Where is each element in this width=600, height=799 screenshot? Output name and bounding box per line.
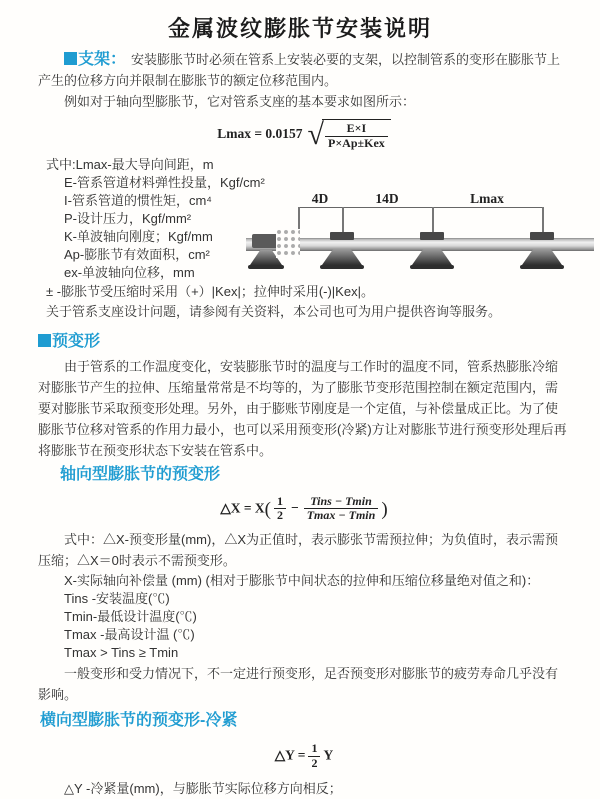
service-note: 关于管系支座设计问题，请参阅有关资料，本公司也可为用户提供咨询等服务。 <box>46 303 502 319</box>
axial-formula-note: 式中：△X-预变形量(mm)，△X为正值时，表示膨张节需预拉伸；为负值时，表示需预压缩；△X＝0时表示不需预变形。 <box>38 532 558 569</box>
fraction-half <box>308 742 320 771</box>
lateral-note: △Y -冷紧量(mm)，与膨胀节实际位移方向相反； <box>64 780 342 796</box>
definition-item: P-设计压力，Kgf/mm² <box>64 210 192 226</box>
guide-support <box>320 232 364 276</box>
dim-label-14d: 14D <box>375 191 399 206</box>
axial-definitions <box>38 572 570 662</box>
fraction-numerator: 1 <box>308 742 320 757</box>
definition-item: Tmax -最高设计温 (℃) <box>64 627 195 643</box>
fraction-numerator: Tins − Tmin <box>304 495 379 510</box>
axial-formula <box>38 495 570 524</box>
support-clamp <box>530 232 554 240</box>
support-paragraph <box>38 49 570 91</box>
section-marker-icon <box>64 52 77 65</box>
axial-subheading: 轴向型膨胀节的预变形 <box>60 465 221 483</box>
right-paren: ) <box>381 498 388 520</box>
predeform-paragraph: 由于管系的工作温度变化，安装膨胀节时的温度与工作时的温度不同，管系热膨胀冷缩对膨胀节产生的拉伸、压缩量常常是不均等的，为了膨胀节变形范围控制在额定范围内，需要对膨胀节采取预变形处理。另外，由于膨账节刚度是一个定值，与补偿量成正比。为了使膨胀节位移对管系的作用力最小，也可以采用预变形(冷紧)方让对膨胀节进行预变形处理后再将膨胀节在预变形状态下安装在管系中。 <box>38 358 567 458</box>
left-paren: ( <box>264 498 271 520</box>
definition-item: ex-单波轴向位移，mm <box>64 264 195 280</box>
radicand <box>322 119 391 151</box>
radical-sign-icon: √ <box>307 117 325 151</box>
definition-item: Tins -安装温度(℃) <box>64 591 170 607</box>
predeform-heading-row <box>38 330 570 354</box>
minus-operator: − <box>291 499 299 515</box>
definition-item: K-单波轴向刚度；Kgf/mm <box>64 228 213 244</box>
lmax-formula-lhs: Lmax = 0.0157 <box>217 125 303 141</box>
lateral-formula-lhs: △Y = <box>274 747 306 763</box>
fraction-denominator: P×Ap±Kex <box>328 135 385 150</box>
section-marker-icon <box>38 334 51 347</box>
sqrt-expression <box>308 119 391 151</box>
support-pedestal <box>522 249 562 265</box>
fraction <box>325 122 388 151</box>
support-intro-text: 安装膨胀节时必须在管系上安装必要的支架，以控制管系的变形在膨胀节上产生的位移方向并限制在膨胀节的额定位移范围内。 <box>38 52 561 88</box>
dim-label-4d: 4D <box>311 191 329 206</box>
plus-minus-note: ± -膨胀节受压缩时采用（+）|Kex|；拉伸时采用(-)|Kex|。 <box>46 283 374 299</box>
support-base <box>410 265 454 269</box>
fraction-temperature <box>304 495 379 524</box>
definition-item: Tmax > Tins ≥ Tmin <box>64 645 179 661</box>
fraction-denominator: 2 <box>277 508 283 523</box>
page-title: 金属波纹膨胀节安装说明 <box>167 16 432 41</box>
pipe-support-diagram <box>246 191 596 292</box>
definition-item: Tmin-最低设计温度(℃) <box>64 609 197 625</box>
support-clamp <box>330 232 354 240</box>
lateral-subheading: 横向型膨胀节的预变形-冷紧 <box>40 712 238 730</box>
bellows-joint <box>276 229 300 258</box>
definition-item: X-实际轴向补偿量 (mm) (相对于膨胀节中间状态的拉伸和压缩位移量绝对值之和)： <box>64 573 540 589</box>
fraction-numerator: E×I <box>325 122 388 137</box>
fraction-half <box>274 495 286 524</box>
axial-formula-lhs: △X = X <box>220 499 265 515</box>
guide-support <box>520 232 564 276</box>
fraction-numerator: 1 <box>274 495 286 510</box>
definition-item: Ap-膨胀节有效面积，cm² <box>64 246 210 262</box>
support-base <box>320 265 364 269</box>
anchor-clamp <box>252 234 278 248</box>
fraction-denominator: Tmax − Tmin <box>306 508 376 523</box>
document-content <box>0 43 600 799</box>
support-base <box>520 265 564 269</box>
predeform-section-heading: 预变形 <box>52 332 101 350</box>
lateral-formula-rhs: Y <box>323 747 334 763</box>
support-clamp <box>420 232 444 240</box>
definition-where: 式中:Lmax-最大导向间距，m <box>46 156 214 172</box>
dim-label-lmax: Lmax <box>470 191 504 206</box>
support-pedestal <box>322 249 362 265</box>
guide-support <box>410 232 454 276</box>
support-example-text: 例如对于轴向型膨胀节，它对管系支座的基本要求如图所示： <box>64 94 416 109</box>
definition-item: E-管系管道材料弹性投量，Kgf/cm² <box>64 174 265 190</box>
fraction-denominator: 2 <box>311 755 318 770</box>
support-section-heading: 支架： <box>78 51 127 68</box>
anchor-base <box>248 265 284 269</box>
support-pedestal <box>412 249 452 265</box>
lmax-formula <box>38 119 570 151</box>
definition-item: I-管系管道的惯性矩，cm⁴ <box>64 192 212 208</box>
lateral-formula <box>38 742 570 771</box>
axial-closing-note: 一般变形和受力情况下，不一定进行预变形，足否预变形对膨胀节的疲劳寿命几乎没有影响。 <box>38 666 559 703</box>
dimension-line <box>298 207 542 208</box>
